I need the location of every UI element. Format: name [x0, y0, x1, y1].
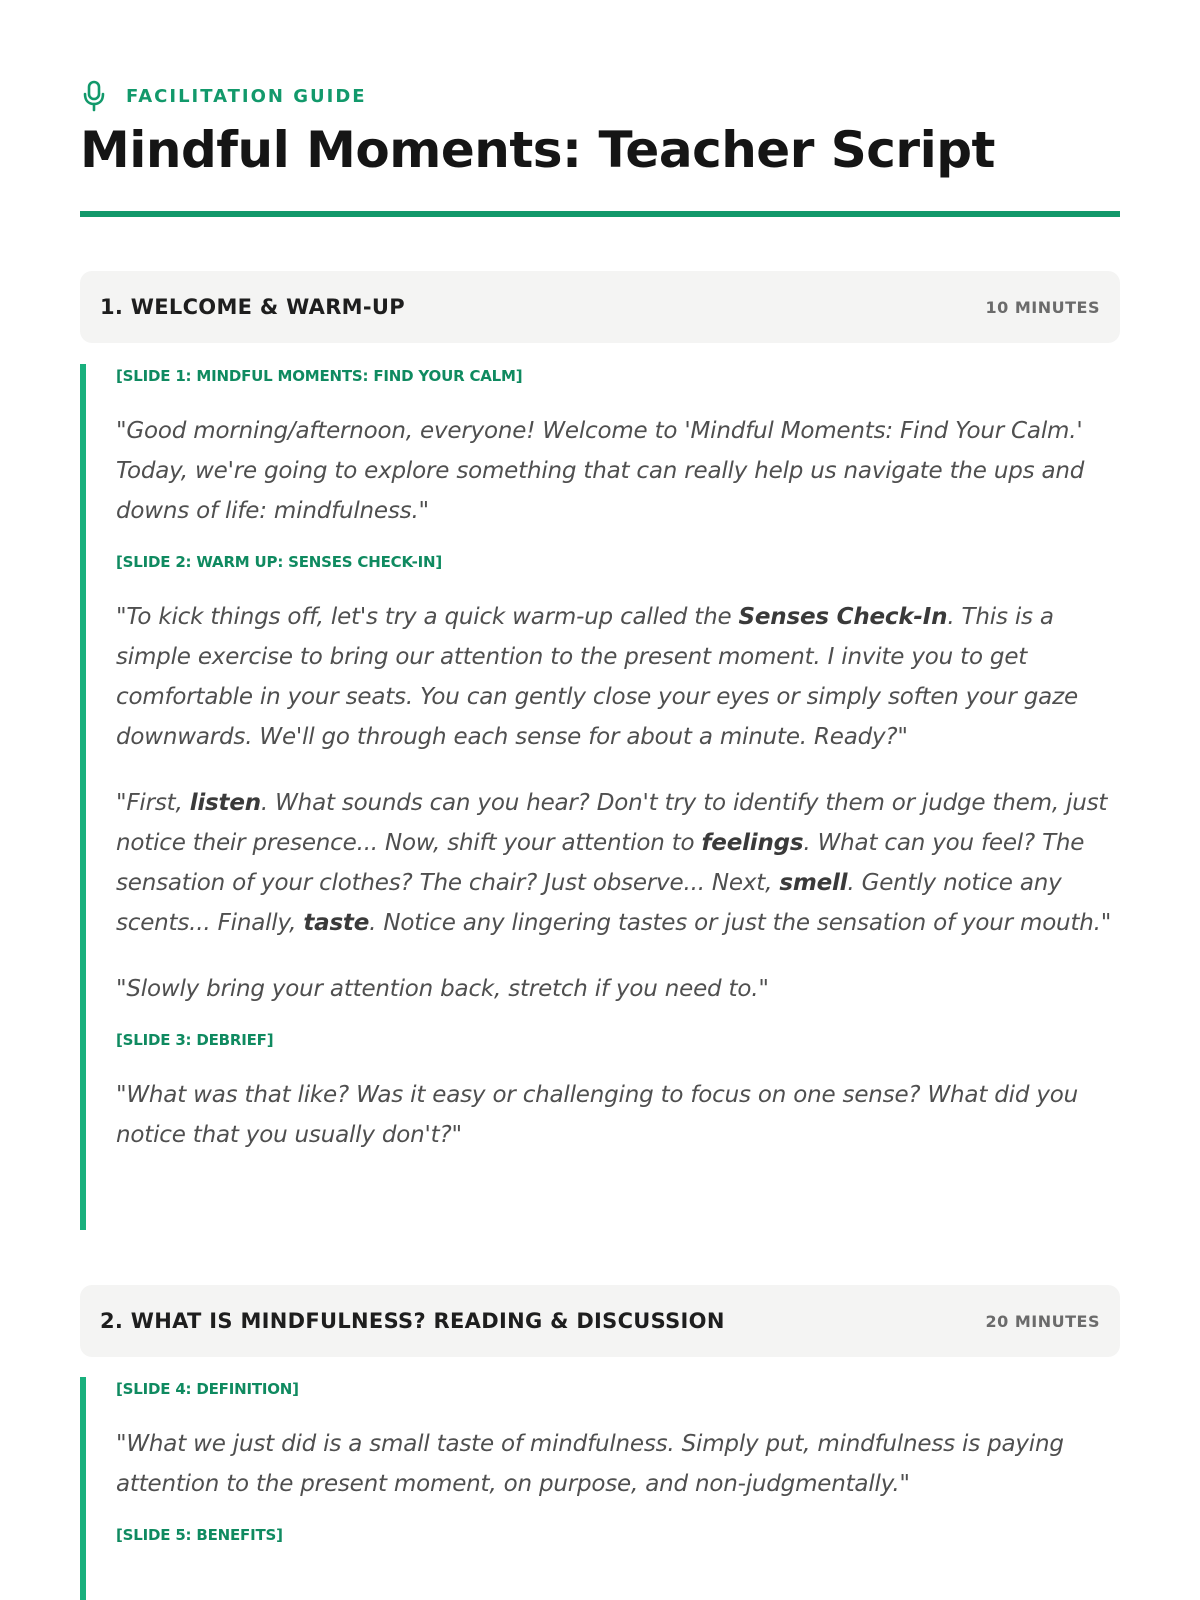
script-quote: [116, 783, 1120, 943]
script-block-what-is-mindfulness: [80, 1377, 1120, 1600]
script-block-welcome: [80, 364, 1120, 1230]
slide-cue: [SLIDE 1: MINDFUL MOMENTS: FIND YOUR CALM]: [116, 367, 523, 385]
section-duration: 10 MINUTES: [985, 297, 1100, 317]
section-header-what-is-mindfulness: [80, 1285, 1120, 1357]
quote-text: . Notice any lingering tastes or just the sensation of your mouth.": [369, 910, 1112, 936]
slide-cue: [SLIDE 5: BENEFITS]: [116, 1526, 283, 1544]
slide-cue: [SLIDE 3: DEBRIEF]: [116, 1031, 274, 1049]
quote-emphasis: smell: [779, 870, 848, 896]
quote-emphasis: Senses Check-In: [738, 604, 948, 630]
quote-text: . This is a simple exercise to bring our attention to the present moment. I invite you to get comfortable in your seats. You can gently close your eyes or simply soften your gaze downwards. We'll go through each sense for about a minute. Ready?": [116, 604, 1078, 750]
section-title: 2. WHAT IS MINDFULNESS? READING & DISCUSSION: [100, 1309, 725, 1333]
script-quote: [116, 597, 1120, 757]
script-quote: "What we just did is a small taste of mindfulness. Simply put, mindfulness is paying attention to the present moment, on purpose, and non-judgmentally.": [116, 1431, 1064, 1497]
quote-text: "To kick things off, let's try a quick warm-up called the: [116, 604, 739, 630]
quote-emphasis: listen: [189, 790, 261, 816]
script-quote: "Good morning/afternoon, everyone! Welcome to 'Mindful Moments: Find Your Calm.' Today, we're going to explore something that can really help us navigate the ups and downs of life: mindfulness.": [116, 418, 1085, 524]
title-divider: [80, 211, 1120, 217]
eyebrow-label: FACILITATION GUIDE: [126, 85, 367, 107]
section-title: 1. WELCOME & WARM-UP: [100, 295, 405, 319]
quote-text: . Gently notice any scents... Finally,: [116, 870, 1062, 936]
section-header-welcome: [80, 271, 1120, 343]
section-duration: 20 MINUTES: [985, 1311, 1100, 1331]
page-title: Mindful Moments: Teacher Script: [80, 121, 995, 179]
quote-text: "First,: [116, 790, 190, 816]
quote-emphasis: taste: [303, 910, 370, 936]
script-quote: "What was that like? Was it easy or challenging to focus on one sense? What did you notice that you usually don't?": [116, 1082, 1079, 1148]
slide-cue: [SLIDE 2: WARM UP: SENSES CHECK-IN]: [116, 553, 442, 571]
quote-text: . What can you feel? The sensation of your clothes? The chair? Just observe... Next,: [116, 830, 1085, 896]
guide-eyebrow: [80, 80, 367, 112]
slide-cue: [SLIDE 4: DEFINITION]: [116, 1380, 299, 1398]
microphone-icon: [80, 80, 110, 112]
quote-emphasis: feelings: [701, 830, 804, 856]
script-quote: "Slowly bring your attention back, stretch if you need to.": [116, 976, 769, 1002]
quote-text: . What sounds can you hear? Don't try to identify them or judge them, just notice their presence... Now, shift your attention to: [116, 790, 1108, 856]
